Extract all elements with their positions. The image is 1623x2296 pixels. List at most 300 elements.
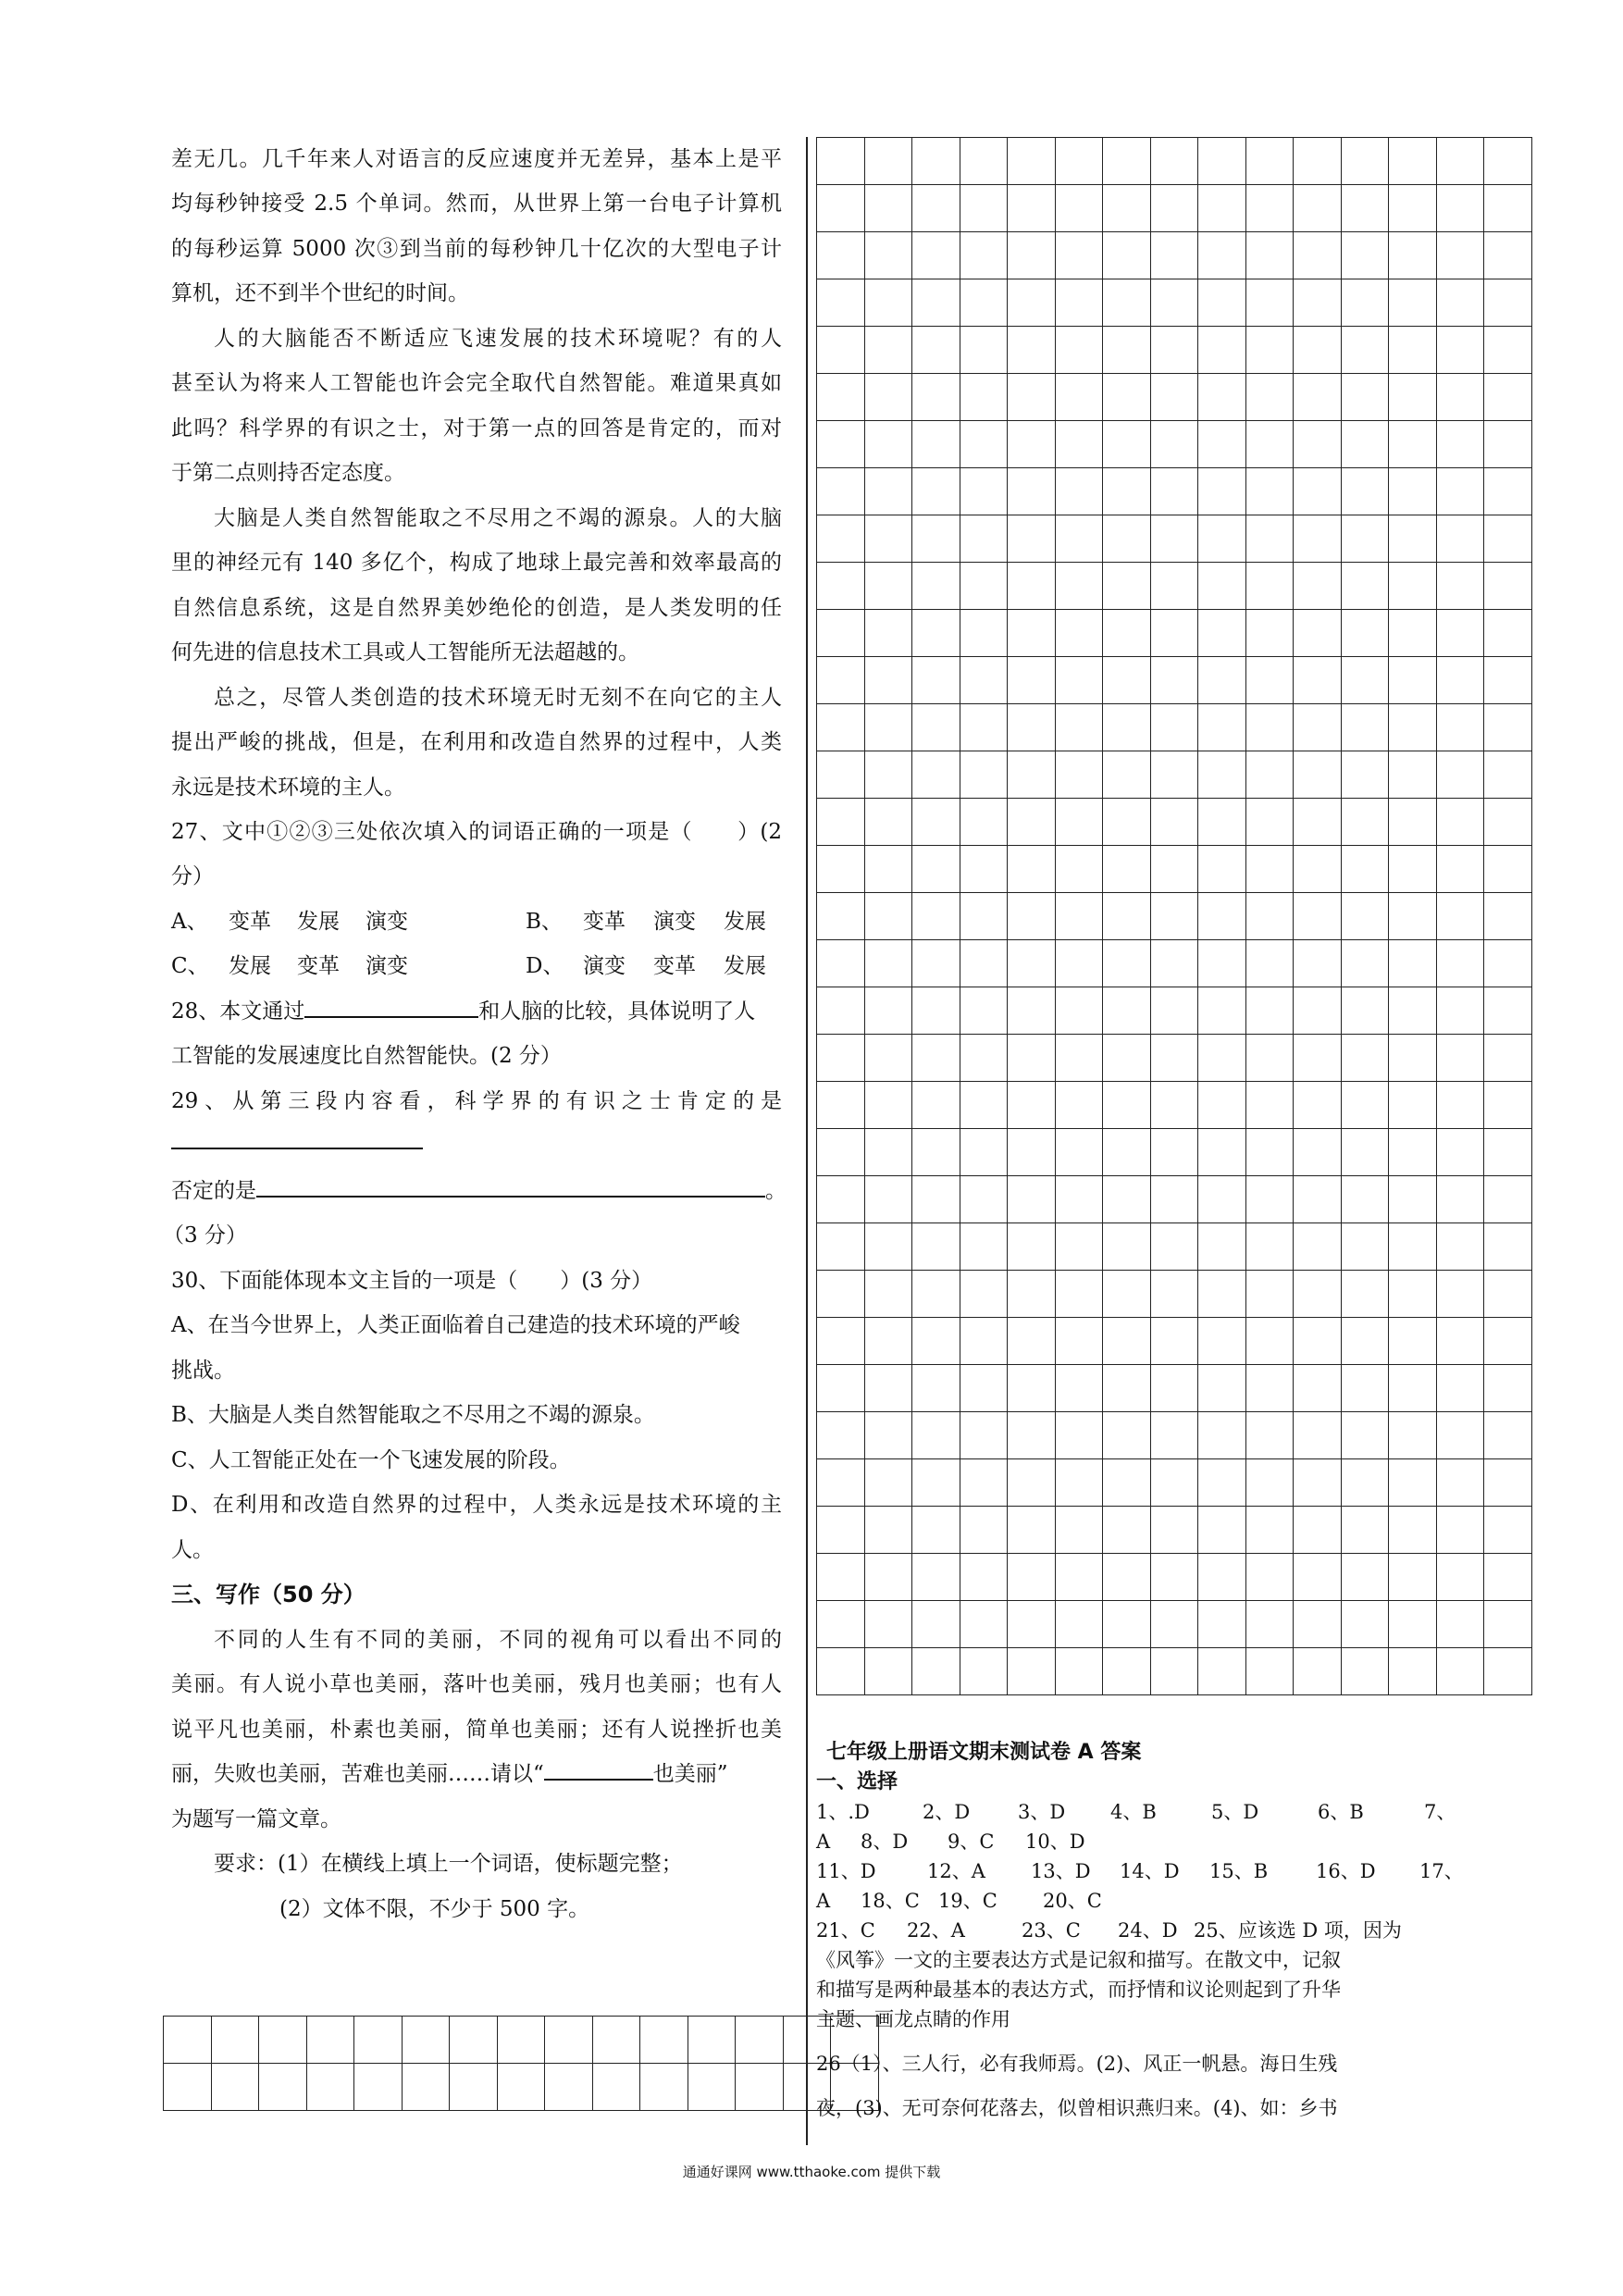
grid-cell[interactable]	[1484, 327, 1532, 374]
grid-cell[interactable]	[1294, 1129, 1342, 1176]
grid-cell[interactable]	[1389, 279, 1437, 327]
grid-cell[interactable]	[864, 1648, 912, 1695]
grid-cell[interactable]	[864, 327, 912, 374]
grid-cell[interactable]	[1389, 185, 1437, 232]
grid-cell[interactable]	[1294, 1601, 1342, 1648]
grid-cell[interactable]	[1245, 846, 1294, 893]
grid-cell[interactable]	[864, 468, 912, 515]
grid-cell[interactable]	[1008, 657, 1056, 704]
grid-cell[interactable]	[1341, 799, 1389, 846]
grid-cell[interactable]	[1150, 563, 1198, 610]
grid-cell[interactable]	[1103, 940, 1151, 987]
grid-cell[interactable]	[817, 1271, 865, 1318]
grid-cell[interactable]	[1245, 1176, 1294, 1223]
grid-cell[interactable]	[817, 610, 865, 657]
grid-cell[interactable]	[1103, 1554, 1151, 1601]
grid-cell[interactable]	[688, 2017, 736, 2064]
grid-cell[interactable]	[864, 279, 912, 327]
grid-cell[interactable]	[817, 1648, 865, 1695]
grid-cell[interactable]	[1436, 940, 1484, 987]
grid-cell[interactable]	[1008, 1271, 1056, 1318]
grid-cell[interactable]	[1436, 1648, 1484, 1695]
grid-cell[interactable]	[960, 279, 1008, 327]
grid-cell[interactable]	[960, 1365, 1008, 1412]
grid-cell[interactable]	[817, 279, 865, 327]
grid-cell[interactable]	[1436, 1365, 1484, 1412]
grid-cell[interactable]	[960, 1412, 1008, 1459]
grid-cell[interactable]	[1008, 185, 1056, 232]
grid-cell[interactable]	[1389, 1459, 1437, 1507]
grid-cell[interactable]	[1150, 327, 1198, 374]
grid-cell[interactable]	[1055, 468, 1103, 515]
grid-cell[interactable]	[1245, 751, 1294, 799]
grid-cell[interactable]	[960, 1507, 1008, 1554]
grid-cell[interactable]	[817, 185, 865, 232]
grid-cell[interactable]	[1341, 751, 1389, 799]
grid-cell[interactable]	[1294, 1648, 1342, 1695]
grid-cell[interactable]	[1055, 704, 1103, 751]
grid-cell[interactable]	[1436, 138, 1484, 185]
grid-cell[interactable]	[354, 2017, 403, 2064]
grid-cell[interactable]	[1150, 185, 1198, 232]
grid-cell[interactable]	[1103, 1223, 1151, 1271]
grid-cell[interactable]	[960, 1459, 1008, 1507]
grid-cell[interactable]	[164, 2064, 212, 2111]
grid-cell[interactable]	[1484, 1318, 1532, 1365]
grid-cell[interactable]	[1245, 610, 1294, 657]
grid-cell[interactable]	[960, 563, 1008, 610]
grid-cell[interactable]	[1484, 1601, 1532, 1648]
grid-cell[interactable]	[960, 421, 1008, 468]
grid-cell[interactable]	[817, 893, 865, 940]
grid-cell[interactable]	[1008, 374, 1056, 421]
grid-cell[interactable]	[1389, 232, 1437, 279]
title-blank[interactable]	[544, 1755, 653, 1781]
grid-cell[interactable]	[1484, 1412, 1532, 1459]
grid-cell[interactable]	[817, 563, 865, 610]
grid-cell[interactable]	[1198, 279, 1246, 327]
grid-cell[interactable]	[1294, 279, 1342, 327]
grid-cell[interactable]	[497, 2064, 545, 2111]
grid-cell[interactable]	[1245, 515, 1294, 563]
grid-cell[interactable]	[1008, 893, 1056, 940]
grid-cell[interactable]	[1103, 751, 1151, 799]
grid-cell[interactable]	[1198, 987, 1246, 1035]
grid-cell[interactable]	[640, 2017, 688, 2064]
grid-cell[interactable]	[1008, 940, 1056, 987]
grid-cell[interactable]	[1436, 279, 1484, 327]
grid-cell[interactable]	[211, 2017, 259, 2064]
grid-cell[interactable]	[1341, 1507, 1389, 1554]
grid-cell[interactable]	[1245, 1554, 1294, 1601]
grid-cell[interactable]	[1008, 704, 1056, 751]
grid-cell[interactable]	[1341, 1129, 1389, 1176]
grid-cell[interactable]	[864, 893, 912, 940]
grid-cell[interactable]	[912, 1318, 960, 1365]
grid-cell[interactable]	[1245, 657, 1294, 704]
grid-cell[interactable]	[1484, 1129, 1532, 1176]
grid-cell[interactable]	[1150, 1365, 1198, 1412]
grid-cell[interactable]	[1245, 704, 1294, 751]
grid-cell[interactable]	[912, 610, 960, 657]
grid-cell[interactable]	[1436, 704, 1484, 751]
grid-cell[interactable]	[864, 515, 912, 563]
grid-cell[interactable]	[1150, 1459, 1198, 1507]
grid-cell[interactable]	[1389, 563, 1437, 610]
grid-cell[interactable]	[912, 563, 960, 610]
grid-cell[interactable]	[912, 657, 960, 704]
grid-cell[interactable]	[960, 751, 1008, 799]
grid-cell[interactable]	[1245, 1459, 1294, 1507]
grid-cell[interactable]	[864, 846, 912, 893]
grid-cell[interactable]	[1055, 232, 1103, 279]
grid-cell[interactable]	[960, 987, 1008, 1035]
grid-cell[interactable]	[1008, 1601, 1056, 1648]
grid-cell[interactable]	[1389, 1412, 1437, 1459]
grid-cell[interactable]	[1150, 232, 1198, 279]
grid-cell[interactable]	[1294, 1507, 1342, 1554]
grid-cell[interactable]	[817, 468, 865, 515]
grid-cell[interactable]	[912, 893, 960, 940]
grid-cell[interactable]	[1055, 1318, 1103, 1365]
grid-cell[interactable]	[640, 2064, 688, 2111]
grid-cell[interactable]	[1484, 1035, 1532, 1082]
grid-cell[interactable]	[960, 1223, 1008, 1271]
grid-cell[interactable]	[1150, 1129, 1198, 1176]
grid-cell[interactable]	[1245, 279, 1294, 327]
grid-cell[interactable]	[1245, 374, 1294, 421]
grid-cell[interactable]	[1389, 987, 1437, 1035]
grid-cell[interactable]	[912, 1129, 960, 1176]
grid-cell[interactable]	[817, 232, 865, 279]
grid-cell[interactable]	[1245, 1412, 1294, 1459]
grid-cell[interactable]	[1389, 327, 1437, 374]
grid-cell[interactable]	[1484, 515, 1532, 563]
grid-cell[interactable]	[912, 1223, 960, 1271]
grid-cell[interactable]	[1055, 799, 1103, 846]
grid-cell[interactable]	[817, 1507, 865, 1554]
grid-cell[interactable]	[960, 1035, 1008, 1082]
grid-cell[interactable]	[1341, 1365, 1389, 1412]
grid-cell[interactable]	[1008, 987, 1056, 1035]
grid-cell[interactable]	[1341, 987, 1389, 1035]
grid-cell[interactable]	[1436, 1318, 1484, 1365]
grid-cell[interactable]	[1294, 610, 1342, 657]
grid-cell[interactable]	[912, 1271, 960, 1318]
grid-cell[interactable]	[1055, 327, 1103, 374]
grid-cell[interactable]	[1389, 610, 1437, 657]
grid-cell[interactable]	[1150, 610, 1198, 657]
grid-cell[interactable]	[960, 1648, 1008, 1695]
grid-cell[interactable]	[1150, 279, 1198, 327]
grid-cell[interactable]	[1150, 1507, 1198, 1554]
composition-grid[interactable]	[816, 137, 1532, 1695]
grid-cell[interactable]	[1055, 1507, 1103, 1554]
grid-cell[interactable]	[1198, 138, 1246, 185]
grid-cell[interactable]	[1150, 893, 1198, 940]
grid-cell[interactable]	[1198, 1318, 1246, 1365]
grid-cell[interactable]	[354, 2064, 403, 2111]
grid-cell[interactable]	[1436, 1223, 1484, 1271]
grid-cell[interactable]	[1484, 1082, 1532, 1129]
grid-cell[interactable]	[1055, 1412, 1103, 1459]
grid-cell[interactable]	[817, 1223, 865, 1271]
grid-cell[interactable]	[1008, 279, 1056, 327]
grid-cell[interactable]	[1103, 846, 1151, 893]
grid-cell[interactable]	[1103, 327, 1151, 374]
grid-cell[interactable]	[1294, 1554, 1342, 1601]
grid-cell[interactable]	[960, 799, 1008, 846]
grid-cell[interactable]	[817, 1601, 865, 1648]
grid-cell[interactable]	[1341, 421, 1389, 468]
grid-cell[interactable]	[864, 374, 912, 421]
grid-cell[interactable]	[1103, 1129, 1151, 1176]
grid-cell[interactable]	[1150, 1176, 1198, 1223]
grid-cell[interactable]	[817, 1554, 865, 1601]
grid-cell[interactable]	[1150, 1554, 1198, 1601]
grid-cell[interactable]	[864, 1223, 912, 1271]
grid-cell[interactable]	[1103, 515, 1151, 563]
grid-cell[interactable]	[912, 1554, 960, 1601]
grid-cell[interactable]	[1436, 1459, 1484, 1507]
grid-cell[interactable]	[1198, 1176, 1246, 1223]
grid-cell[interactable]	[1484, 374, 1532, 421]
grid-cell[interactable]	[912, 138, 960, 185]
grid-cell[interactable]	[1008, 1554, 1056, 1601]
grid-cell[interactable]	[1389, 1365, 1437, 1412]
grid-cell[interactable]	[1055, 1035, 1103, 1082]
grid-cell[interactable]	[1198, 799, 1246, 846]
grid-cell[interactable]	[1008, 610, 1056, 657]
grid-cell[interactable]	[864, 1082, 912, 1129]
grid-cell[interactable]	[1341, 846, 1389, 893]
grid-cell[interactable]	[912, 279, 960, 327]
grid-cell[interactable]	[1341, 1412, 1389, 1459]
grid-cell[interactable]	[1436, 846, 1484, 893]
grid-cell[interactable]	[1008, 751, 1056, 799]
grid-cell[interactable]	[1198, 704, 1246, 751]
grid-cell[interactable]	[1055, 374, 1103, 421]
grid-cell[interactable]	[1294, 940, 1342, 987]
grid-cell[interactable]	[1245, 138, 1294, 185]
grid-cell[interactable]	[1008, 138, 1056, 185]
grid-cell[interactable]	[306, 2017, 354, 2064]
grid-cell[interactable]	[402, 2017, 450, 2064]
grid-cell[interactable]	[1341, 185, 1389, 232]
grid-cell[interactable]	[1008, 1223, 1056, 1271]
grid-cell[interactable]	[1436, 1412, 1484, 1459]
grid-cell[interactable]	[1484, 1554, 1532, 1601]
grid-cell[interactable]	[1294, 893, 1342, 940]
grid-cell[interactable]	[1436, 657, 1484, 704]
grid-cell[interactable]	[1294, 232, 1342, 279]
grid-cell[interactable]	[1198, 1035, 1246, 1082]
grid-cell[interactable]	[817, 515, 865, 563]
grid-cell[interactable]	[1150, 1035, 1198, 1082]
grid-cell[interactable]	[259, 2017, 307, 2064]
grid-cell[interactable]	[1008, 1507, 1056, 1554]
grid-cell[interactable]	[1103, 1271, 1151, 1318]
grid-cell[interactable]	[306, 2064, 354, 2111]
grid-cell[interactable]	[1245, 1365, 1294, 1412]
grid-cell[interactable]	[1341, 1601, 1389, 1648]
grid-cell[interactable]	[592, 2017, 640, 2064]
grid-cell[interactable]	[912, 1507, 960, 1554]
grid-cell[interactable]	[1055, 610, 1103, 657]
grid-cell[interactable]	[450, 2017, 498, 2064]
grid-cell[interactable]	[864, 751, 912, 799]
grid-cell[interactable]	[960, 1271, 1008, 1318]
grid-cell[interactable]	[1103, 185, 1151, 232]
grid-cell[interactable]	[1341, 610, 1389, 657]
grid-cell[interactable]	[1294, 1365, 1342, 1412]
grid-cell[interactable]	[1198, 1223, 1246, 1271]
grid-cell[interactable]	[1150, 468, 1198, 515]
grid-cell[interactable]	[1341, 657, 1389, 704]
grid-cell[interactable]	[960, 232, 1008, 279]
grid-cell[interactable]	[1484, 232, 1532, 279]
grid-cell[interactable]	[960, 1082, 1008, 1129]
grid-cell[interactable]	[1198, 846, 1246, 893]
grid-cell[interactable]	[912, 515, 960, 563]
grid-cell[interactable]	[1389, 704, 1437, 751]
grid-cell[interactable]	[1198, 468, 1246, 515]
grid-cell[interactable]	[1055, 1082, 1103, 1129]
grid-cell[interactable]	[960, 846, 1008, 893]
grid-cell[interactable]	[1389, 1271, 1437, 1318]
grid-cell[interactable]	[864, 232, 912, 279]
grid-cell[interactable]	[1198, 1459, 1246, 1507]
grid-cell[interactable]	[1150, 1082, 1198, 1129]
grid-cell[interactable]	[1294, 1035, 1342, 1082]
grid-cell[interactable]	[960, 327, 1008, 374]
grid-cell[interactable]	[1198, 1271, 1246, 1318]
grid-cell[interactable]	[912, 1648, 960, 1695]
grid-cell[interactable]	[1055, 846, 1103, 893]
grid-cell[interactable]	[1294, 421, 1342, 468]
grid-cell[interactable]	[1103, 1365, 1151, 1412]
grid-cell[interactable]	[1055, 987, 1103, 1035]
grid-cell[interactable]	[1341, 1223, 1389, 1271]
grid-cell[interactable]	[1484, 1507, 1532, 1554]
grid-cell[interactable]	[1341, 1554, 1389, 1601]
grid-cell[interactable]	[1150, 1318, 1198, 1365]
grid-cell[interactable]	[912, 940, 960, 987]
grid-cell[interactable]	[1198, 515, 1246, 563]
grid-cell[interactable]	[1198, 893, 1246, 940]
grid-cell[interactable]	[1008, 799, 1056, 846]
grid-cell[interactable]	[1008, 1412, 1056, 1459]
grid-cell[interactable]	[817, 327, 865, 374]
grid-cell[interactable]	[1198, 374, 1246, 421]
grid-cell[interactable]	[1055, 1223, 1103, 1271]
grid-cell[interactable]	[1436, 421, 1484, 468]
grid-cell[interactable]	[1341, 1648, 1389, 1695]
grid-cell[interactable]	[1245, 1601, 1294, 1648]
grid-cell[interactable]	[1245, 232, 1294, 279]
grid-cell[interactable]	[817, 1082, 865, 1129]
grid-cell[interactable]	[1103, 1601, 1151, 1648]
grid-cell[interactable]	[1055, 563, 1103, 610]
grid-cell[interactable]	[1198, 1129, 1246, 1176]
grid-cell[interactable]	[1103, 563, 1151, 610]
grid-cell[interactable]	[211, 2064, 259, 2111]
grid-cell[interactable]	[1198, 327, 1246, 374]
grid-cell[interactable]	[1198, 940, 1246, 987]
grid-cell[interactable]	[1198, 1648, 1246, 1695]
grid-cell[interactable]	[1245, 1082, 1294, 1129]
grid-cell[interactable]	[817, 374, 865, 421]
grid-cell[interactable]	[1103, 1318, 1151, 1365]
grid-cell[interactable]	[912, 327, 960, 374]
grid-cell[interactable]	[1055, 940, 1103, 987]
grid-cell[interactable]	[960, 657, 1008, 704]
grid-cell[interactable]	[1389, 1176, 1437, 1223]
grid-cell[interactable]	[1341, 515, 1389, 563]
grid-cell[interactable]	[1055, 1129, 1103, 1176]
grid-cell[interactable]	[1389, 421, 1437, 468]
grid-cell[interactable]	[1389, 1223, 1437, 1271]
grid-cell[interactable]	[1436, 1035, 1484, 1082]
grid-cell[interactable]	[1245, 1035, 1294, 1082]
grid-cell[interactable]	[864, 1176, 912, 1223]
grid-cell[interactable]	[1150, 138, 1198, 185]
answer-blank[interactable]	[256, 1172, 765, 1198]
grid-cell[interactable]	[912, 1176, 960, 1223]
grid-cell[interactable]	[1198, 1507, 1246, 1554]
grid-cell[interactable]	[1436, 610, 1484, 657]
grid-cell[interactable]	[1389, 657, 1437, 704]
grid-cell[interactable]	[1055, 138, 1103, 185]
grid-cell[interactable]	[817, 657, 865, 704]
grid-cell[interactable]	[817, 1459, 865, 1507]
grid-cell[interactable]	[1484, 138, 1532, 185]
grid-cell[interactable]	[1245, 987, 1294, 1035]
grid-cell[interactable]	[1245, 799, 1294, 846]
grid-cell[interactable]	[1484, 421, 1532, 468]
grid-cell[interactable]	[1484, 1271, 1532, 1318]
grid-cell[interactable]	[1150, 751, 1198, 799]
grid-cell[interactable]	[817, 846, 865, 893]
grid-cell[interactable]	[1436, 1271, 1484, 1318]
grid-cell[interactable]	[1341, 279, 1389, 327]
grid-cell[interactable]	[1150, 1271, 1198, 1318]
grid-cell[interactable]	[1198, 751, 1246, 799]
grid-cell[interactable]	[1436, 563, 1484, 610]
grid-cell[interactable]	[1389, 1082, 1437, 1129]
grid-cell[interactable]	[864, 1318, 912, 1365]
grid-cell[interactable]	[1008, 1648, 1056, 1695]
grid-cell[interactable]	[1150, 421, 1198, 468]
grid-cell[interactable]	[1008, 1176, 1056, 1223]
grid-cell[interactable]	[1341, 1176, 1389, 1223]
grid-cell[interactable]	[1198, 1082, 1246, 1129]
grid-cell[interactable]	[817, 751, 865, 799]
grid-cell[interactable]	[1055, 185, 1103, 232]
grid-cell[interactable]	[1245, 1507, 1294, 1554]
grid-cell[interactable]	[960, 374, 1008, 421]
grid-cell[interactable]	[1484, 657, 1532, 704]
grid-cell[interactable]	[1245, 468, 1294, 515]
grid-cell[interactable]	[1389, 1648, 1437, 1695]
grid-cell[interactable]	[1484, 987, 1532, 1035]
grid-cell[interactable]	[1484, 1176, 1532, 1223]
grid-cell[interactable]	[1484, 893, 1532, 940]
grid-cell[interactable]	[1198, 1554, 1246, 1601]
grid-cell[interactable]	[1436, 185, 1484, 232]
grid-cell[interactable]	[817, 704, 865, 751]
grid-cell[interactable]	[1055, 1554, 1103, 1601]
